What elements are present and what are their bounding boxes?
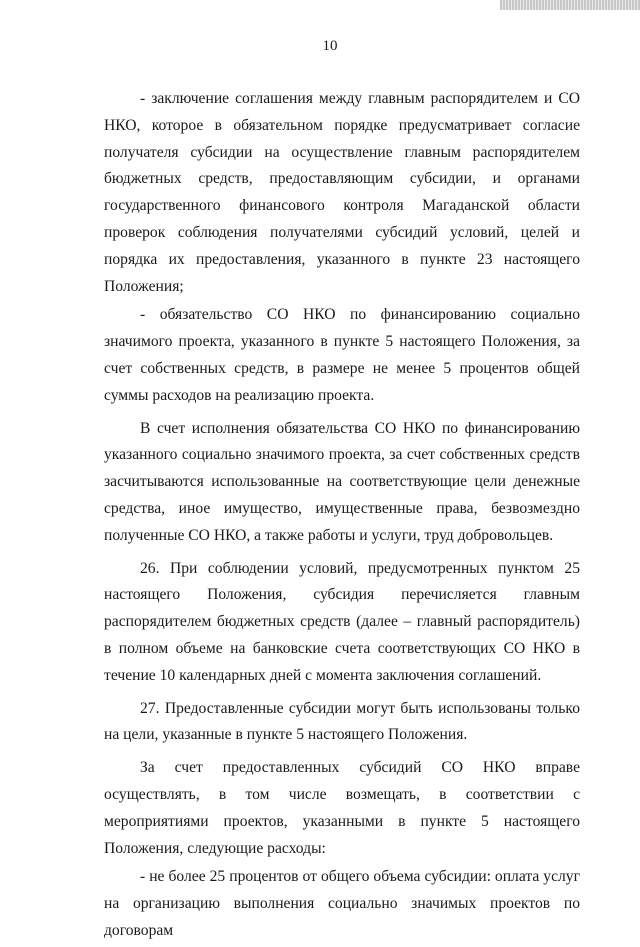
paragraph-allowed-expenses: За счет предоставленных субсидий СО НКО вправе осуществлять, в том числе возмещать, в соответствии с мероприятиями проектов, указанными в пункте 5 настоящего Положения, следующие расходы: bbox=[104, 759, 580, 857]
paragraph-clause-26: 26. При соблюдении условий, предусмотренных пунктом 25 настоящего Положения, субсидия перечисляется главным распорядителем бюджетных средств (далее – главный распорядитель) в полном объеме на банковские счета соответствующих СО НКО в течение 10 календарных дней с момента заключения соглашений. bbox=[104, 559, 580, 684]
scan-edge-artifact bbox=[500, 0, 640, 10]
page-number: 10 bbox=[322, 38, 338, 54]
paragraph-clause-27: 27. Предоставленные субсидии могут быть использованы только на цели, указанные в пункте 5 настоящего Положения. bbox=[104, 699, 580, 744]
paragraph-services-limit: - не более 25 процентов от общего объема субсидии: оплата услуг на организацию выполнения социально значимых проектов по договорам bbox=[104, 868, 580, 939]
paragraph-cofinancing-obligation: - обязательство СО НКО по финансированию социально значимого проекта, указанного в пункте 5 настоящего Положения, за счет собственных средств, в размере не менее 5 процентов общей суммы расходов на реализацию проекта. bbox=[104, 306, 580, 404]
paragraph-agreement-conclusion: - заключение соглашения между главным распорядителем и СО НКО, которое в обязательном порядке предусматривает согласие получателя субсидии на осуществление главным распорядителем бюджетных средств, предоставляющим субсидии, и органами государственного финансового контроля Магаданской области проверок соблюдения получателями субсидий условий, целей и порядка их предоставления, указанного в пункте 23 настоящего Положения; bbox=[104, 90, 580, 295]
document-body bbox=[104, 86, 580, 947]
paragraph-own-funds-counting: В счет исполнения обязательства СО НКО по финансированию указанного социально значимого проекта, за счет собственных средств засчитываются использованные на соответствующие цели денежные средства, иное имущество, имущественные права, безвозмездно полученные СО НКО, а также работы и услуги, труд добровольцев. bbox=[104, 419, 580, 544]
